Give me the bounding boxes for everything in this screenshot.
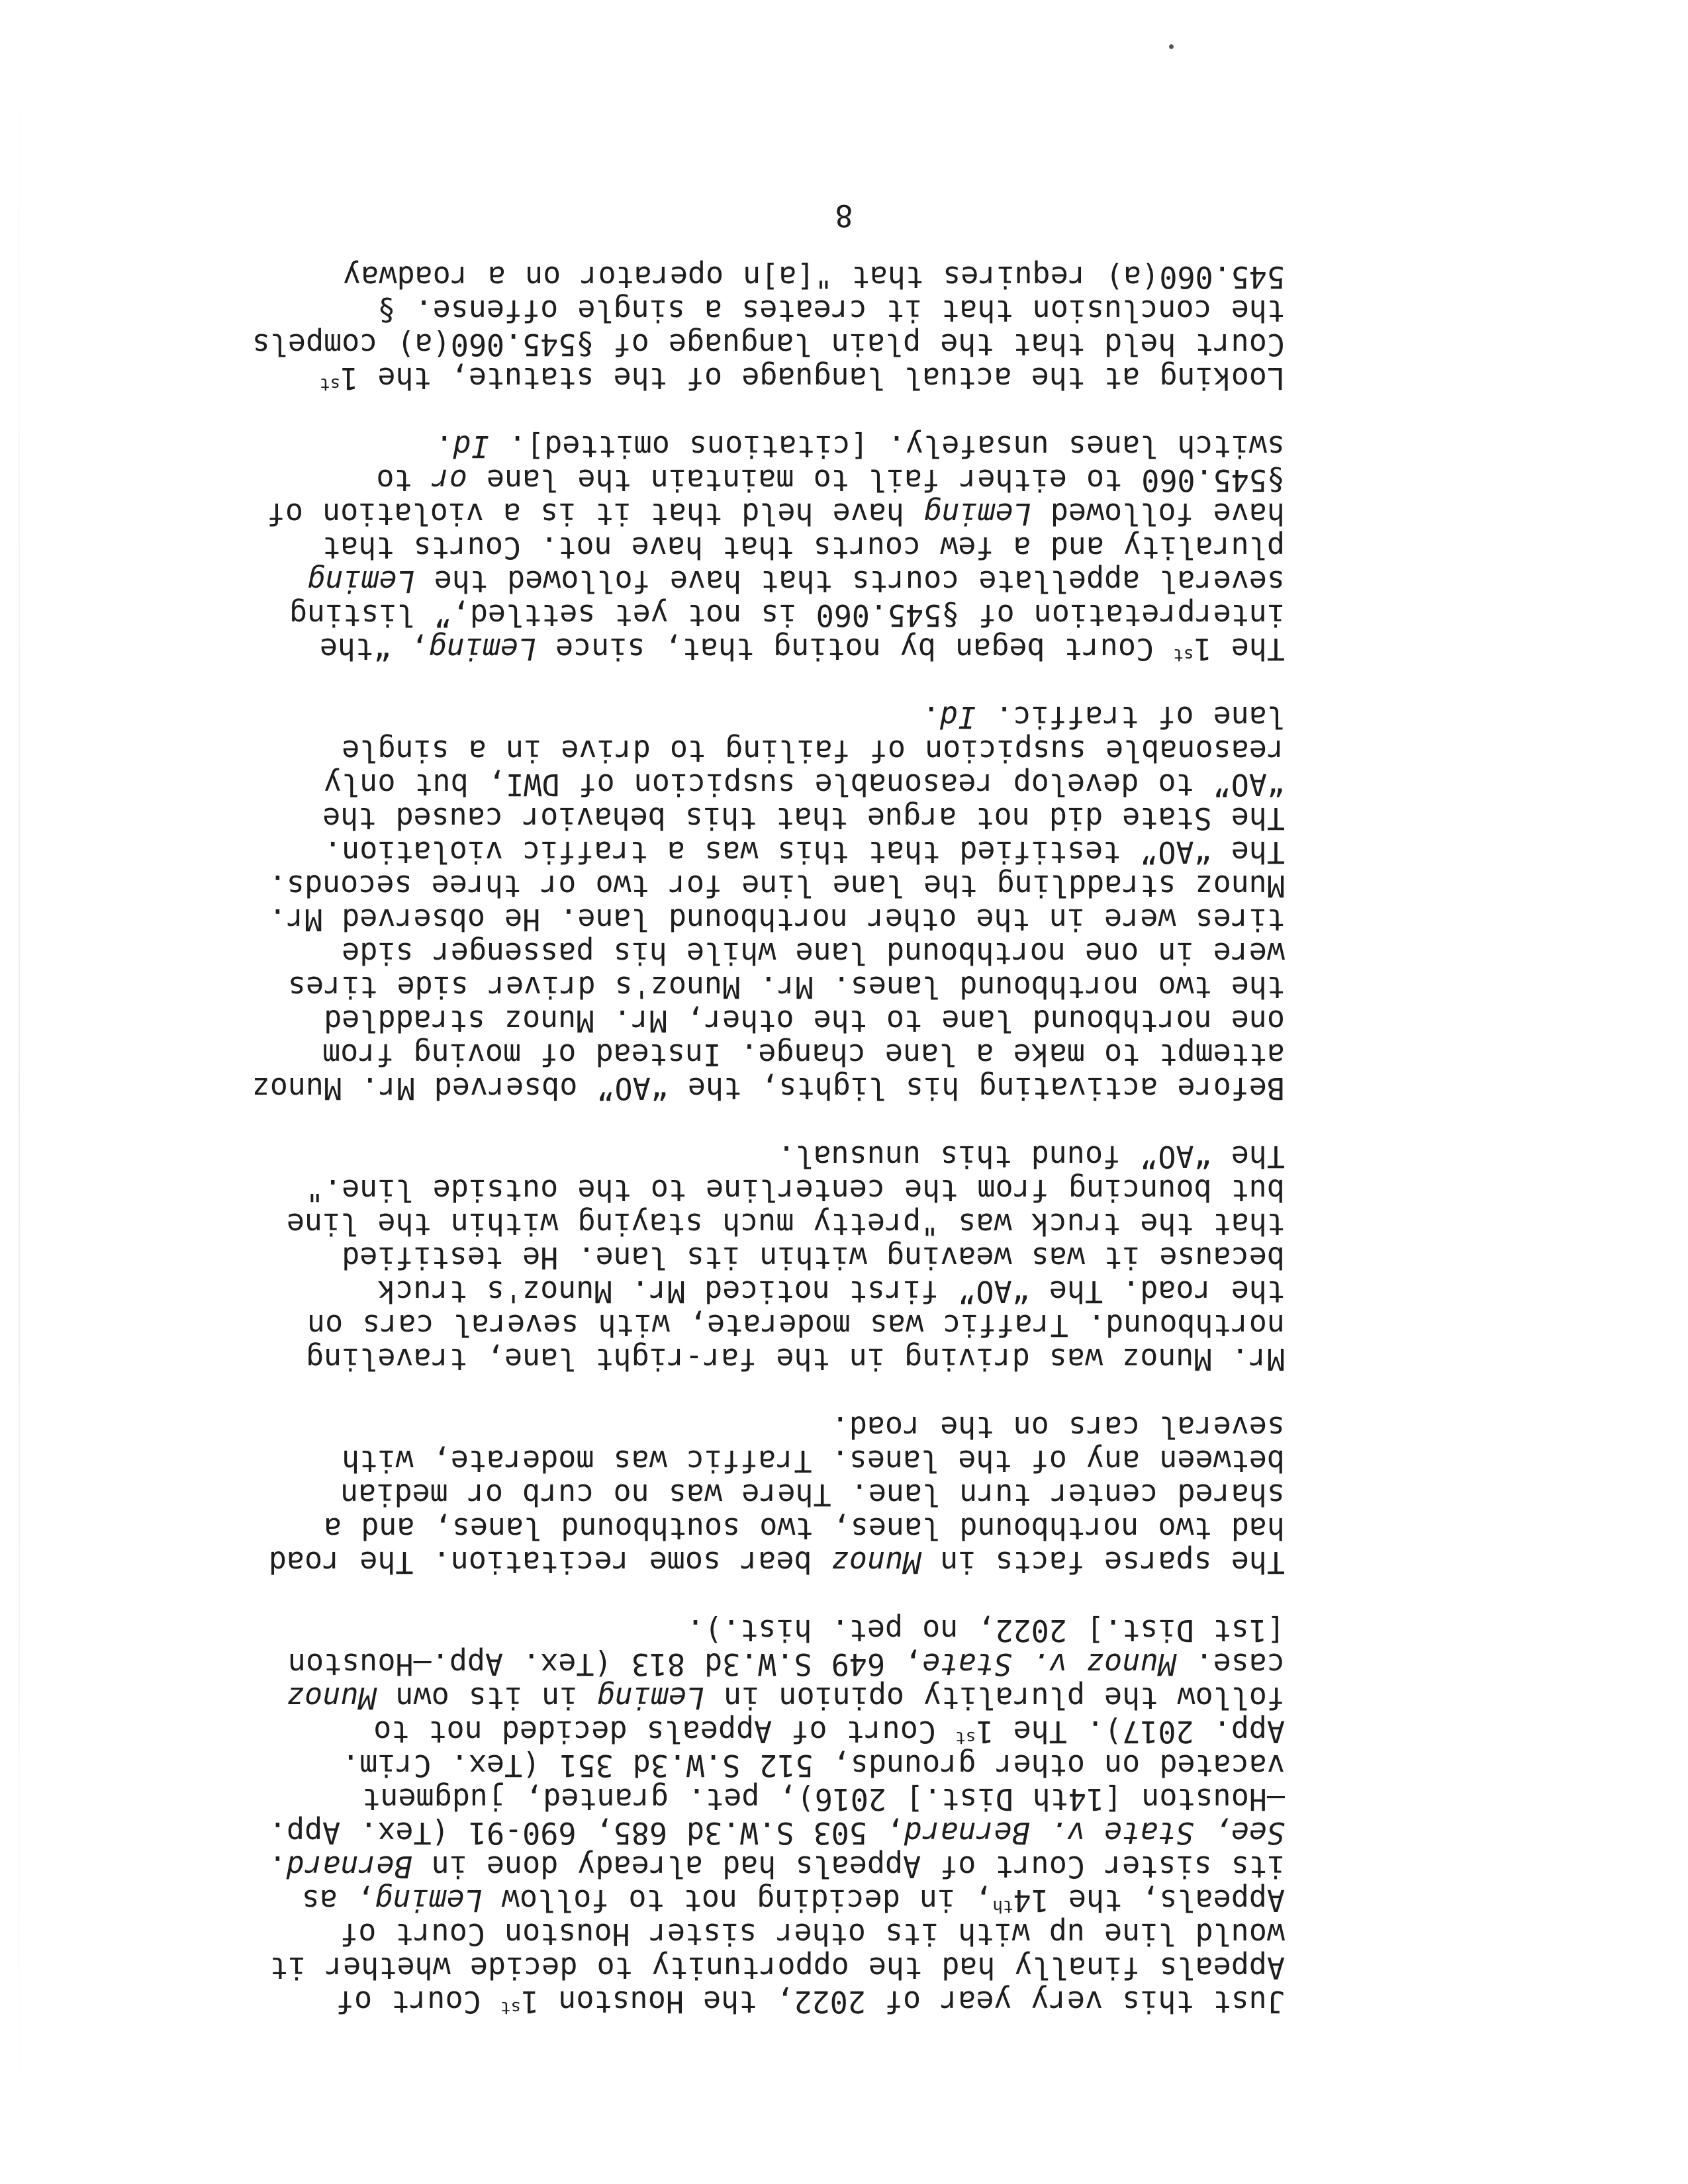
superscript-text: th	[992, 1896, 1013, 1916]
body-text	[232, 259, 1285, 2019]
superscript-text: st	[319, 374, 341, 394]
text-run: case.	[267, 1647, 1285, 1715]
paragraph	[232, 700, 1285, 1106]
text-run: Just this very year of 2022, the Houston 1	[521, 1984, 1285, 2019]
text-run: to switch lanes unsafely. [citations omitted].	[357, 429, 1285, 498]
paragraph	[248, 429, 1285, 666]
text-run: , “the interpretation of §545.060 is not yet settled,” listing several appellate courts that have followed the	[269, 564, 1285, 666]
text-run: The sparse facts in	[921, 1545, 1285, 1580]
italic-text: Munoz	[286, 1680, 377, 1715]
italic-text: Leming	[307, 564, 415, 599]
scan-speck	[1169, 44, 1174, 49]
text-run: Court held that the plain language of §545.060(a) compels the conclusion that it creates a single offense. § 545.060(a) requires that "[a]n operator on a roadway	[232, 259, 1285, 396]
text-run: , 649 S.W.3d 813 (Tex. App.—Houston [1st Dist.] 2022, no pet. hist.).	[268, 1613, 1285, 1682]
italic-text: Leming	[923, 496, 1031, 531]
italic-text: See, State v. Bernard	[904, 1815, 1285, 1850]
italic-text: Leming	[428, 631, 536, 666]
text-run: Court of Appeals decided not to follow the plurality opinion in	[354, 1680, 1285, 1749]
text-run: bear some recitation. The road had two northbound lanes, two southbound lanes, and a shared center turn lane. There was no curb or median between any of the lanes. Traffic was moderate, with several cars on the road.	[249, 1410, 1285, 1580]
italic-text: Leming	[375, 1883, 483, 1918]
italic-text: Munoz	[831, 1545, 921, 1580]
paragraph	[249, 1613, 1285, 2019]
italic-text: Id	[453, 429, 489, 464]
text-run: Court began by noting that, since	[536, 631, 1174, 666]
text-run: have held that it is a violation of §545.060 to either fail to maintain the lane	[248, 463, 1285, 531]
text-run: The 1	[1194, 631, 1285, 666]
scan-edge-shadow	[19, 26, 20, 2158]
paragraph	[249, 1410, 1285, 1580]
text-run: , 503 S.W.3d 685, 690-91 (Tex. App.—Houston [14th Dist.] 2016), pet. granted, judgment vacated on other grounds, 512 S.W.3d 351 (Tex. Crim. App. 2017). The 1	[268, 1714, 1285, 1850]
paragraph	[252, 1140, 1285, 1376]
text-run: plurality and a few courts that have not. Courts that have followed	[287, 496, 1285, 599]
italic-text: or	[431, 463, 467, 498]
page-number: 8	[835, 198, 853, 233]
text-run: .	[922, 700, 941, 735]
text-run: .	[435, 429, 453, 464]
text-run: .	[249, 1849, 287, 1884]
superscript-text: st	[1173, 645, 1194, 664]
text-run: Before activating his lights, the “AO” observed Mr. Munoz attempt to make a lane change. Instead of moving from one northbound lane to the other, Mr. Munoz straddled the two northbound lanes. Mr. Munoz's driver side tires were in one northbound lane while his passenger side tires were in the other northbound lane. He observed Mr. Munoz straddling the lane line for two or three seconds. The “AO” testified that this was a traffic violation. The State did not argue that this behavior caused the “AO” to develop reasonable suspicion of DWI, but only reasonable suspicion of failing to drive in a single lane of traffic.	[232, 700, 1285, 1106]
text-run: Mr. Munoz was driving in the far-right lane, traveling northbound. Traffic was moderate, with several cars on the road. The “AO” first noticed Mr. Munoz's truck because it was weaving within its lane. He testified that the truck was "pretty much staying within the line but bouncing from the centerline to the outside line." The “AO” found this unusual.	[267, 1139, 1285, 1377]
text-run: Court of Appeals finally had the opportunity to decide whether it would line up with its other sister Houston Court of Appeals, the 14	[250, 1883, 1285, 2019]
superscript-text: st	[955, 1727, 976, 1747]
italic-text: Leming	[596, 1680, 705, 1715]
superscript-text: st	[500, 1997, 522, 2017]
italic-text: Id	[940, 700, 976, 735]
text-run: in its own	[376, 1680, 597, 1715]
text-run: Looking at the actual language of the statute, the 1	[340, 361, 1285, 396]
text-run: , as its sister Court of Appeals had already done in	[282, 1849, 1285, 1918]
text-run: , in deciding not to follow	[482, 1883, 993, 1918]
paragraph	[232, 259, 1285, 396]
italic-text: Bernard	[286, 1849, 412, 1884]
italic-text: Munoz v. State	[922, 1647, 1176, 1682]
